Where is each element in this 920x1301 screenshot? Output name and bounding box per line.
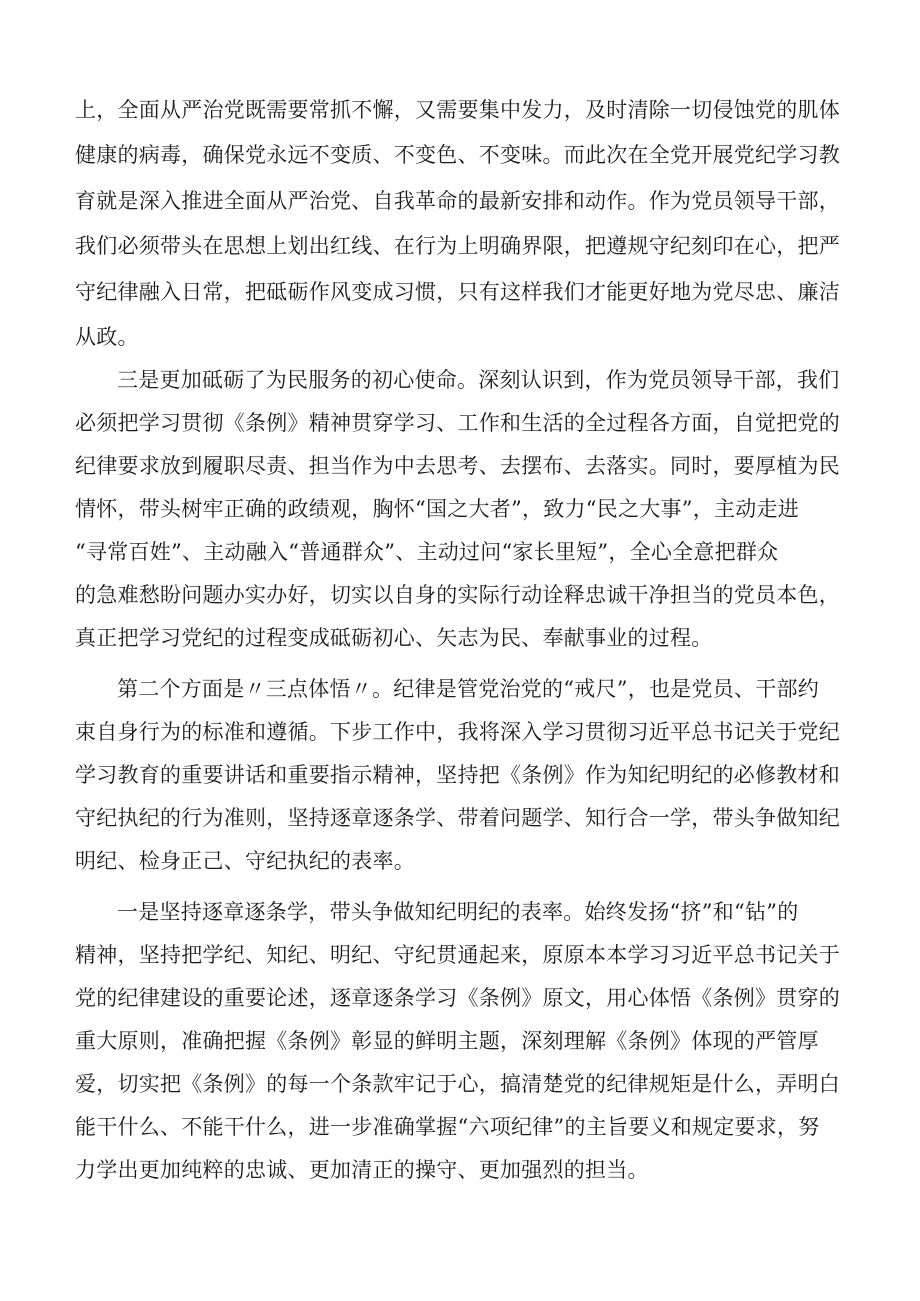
- paragraph-1-line-5: 守纪律融入日常，把砥砺作风变成习惯，只有这样我们才能更好地为党尽忠、廉洁: [75, 280, 840, 304]
- paragraph-4-line-2: 精神，坚持把学纪、知纪、明纪、守纪贯通起来，原原本本学习习近平总书记关于: [75, 943, 840, 967]
- paragraph-1-line-1: 上，全面从严治党既需要常抓不懈，又需要集中发力，及时清除一切侵蚀党的肌体: [75, 98, 840, 122]
- paragraph-4-line-3: 党的纪律建设的重要论述，逐章逐条学习《条例》原文，用心体悟《条例》贯穿的: [75, 986, 840, 1010]
- paragraph-2-line-2: 必须把学习贯彻《条例》精神贯穿学习、工作和生活的全过程各方面，自觉把党的: [75, 411, 840, 435]
- paragraph-3-line-2: 束自身行为的标准和遵循。下步工作中，我将深入学习贯彻习近平总书记关于党纪: [75, 720, 840, 744]
- paragraph-4-line-7: 力学出更加纯粹的忠诚、更加清正的操守、更加强烈的担当。: [75, 1158, 649, 1182]
- paragraph-3-line-1: 第二个方面是〃三点体悟〃。纪律是管党治党的“戒尺”，也是党员、干部约: [117, 677, 819, 701]
- paragraph-2-line-4: 情怀，带头树牢正确的政绩观，胸怀“国之大者”，致力“民之大事”，主动走进: [75, 497, 799, 521]
- paragraph-2-line-1: 三是更加砥砺了为民服务的初心使命。深刻认识到，作为党员领导干部，我们: [117, 368, 840, 392]
- paragraph-4-line-5: 爱，切实把《条例》的每一个条款牢记于心，搞清楚党的纪律规矩是什么，弄明白: [75, 1072, 840, 1096]
- paragraph-3-line-5: 明纪、检身正己、守纪执纪的表率。: [75, 849, 415, 873]
- paragraph-1-line-4: 我们必须带头在思想上划出红线、在行为上明确界限，把遵规守纪刻印在心，把严: [75, 234, 840, 258]
- paragraph-1-line-3: 育就是深入推进全面从严治党、自我革命的最新安排和动作。作为党员领导干部，: [75, 189, 840, 213]
- paragraph-2-line-6: 的急难愁盼问题办实办好，切实以自身的实际行动诠释忠诚干净担当的党员本色，: [75, 583, 840, 607]
- paragraph-2-line-7: 真正把学习党纪的过程变成砥砺初心、矢志为民、奉献事业的过程。: [75, 626, 713, 650]
- paragraph-3-line-3: 学习教育的重要讲话和重要指示精神，坚持把《条例》作为知纪明纪的必修教材和: [75, 763, 840, 787]
- paragraph-2-line-5: “寻常百姓”、主动融入“普通群众”、主动过问“家长里短”，全心全意把群众: [75, 540, 779, 564]
- paragraph-4-line-6: 能干什么、不能干什么，进一步准确掌握“六项纪律”的主旨要义和规定要求，努: [75, 1115, 820, 1139]
- paragraph-1-line-2: 健康的病毒，确保党永远不变质、不变色、不变味。而此次在全党开展党纪学习教: [75, 143, 840, 167]
- paragraph-3-line-4: 守纪执纪的行为准则，坚持逐章逐条学、带着问题学、知行合一学，带头争做知纪: [75, 806, 840, 830]
- paragraph-4-line-1: 一是坚持逐章逐条学，带头争做知纪明纪的表率。始终发扬“挤”和“钻”的: [117, 900, 799, 924]
- paragraph-4-line-4: 重大原则，准确把握《条例》彰显的鲜明主题，深刻理解《条例》体现的严管厚: [75, 1029, 819, 1053]
- paragraph-1-line-6: 从政。: [75, 325, 139, 349]
- paragraph-2-line-3: 纪律要求放到履职尽责、担当作为中去思考、去摆布、去落实。同时，要厚植为民: [75, 454, 840, 478]
